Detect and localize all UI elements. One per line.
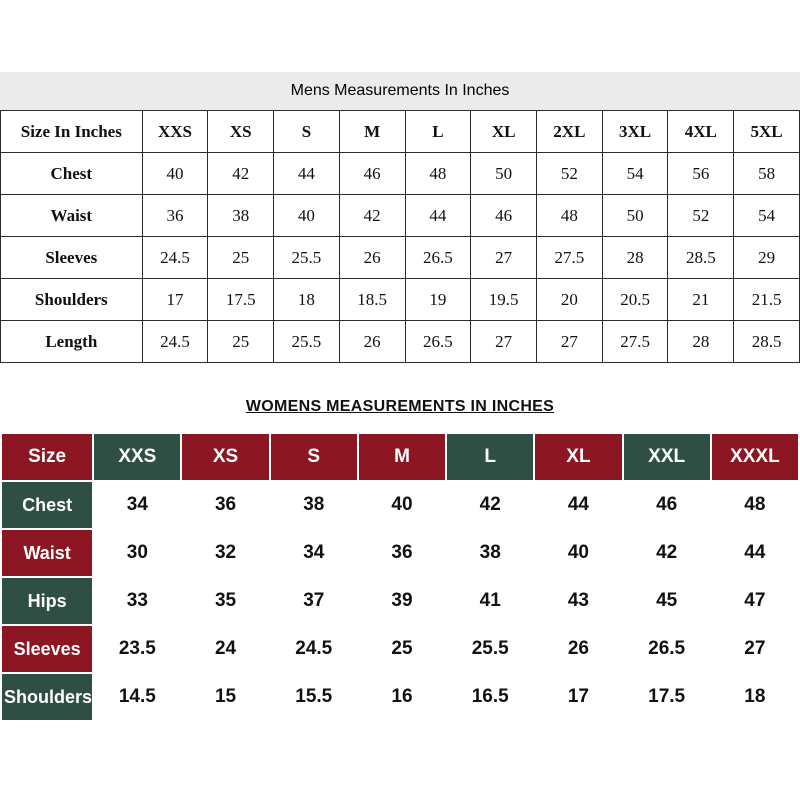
womens-cell: 39 xyxy=(358,577,446,625)
womens-cell: 45 xyxy=(623,577,711,625)
table-row xyxy=(1,153,800,195)
womens-header-cell: L xyxy=(446,433,534,481)
womens-cell: 41 xyxy=(446,577,534,625)
womens-cell: 47 xyxy=(711,577,799,625)
womens-cell: 16.5 xyxy=(446,673,534,721)
womens-cell: 25.5 xyxy=(446,625,534,673)
womens-chart-title: WOMENS MEASUREMENTS IN INCHES xyxy=(245,398,555,415)
womens-cell: 44 xyxy=(534,481,622,529)
table-row xyxy=(1,529,799,577)
mens-cell: 56 xyxy=(668,153,734,195)
mens-cell: 25.5 xyxy=(274,237,340,279)
mens-header-cell: 3XL xyxy=(602,111,668,153)
womens-cell: 35 xyxy=(181,577,269,625)
mens-cell: 50 xyxy=(471,153,537,195)
womens-cell: 15.5 xyxy=(270,673,358,721)
mens-cell: 27.5 xyxy=(602,321,668,363)
womens-row-label: Sleeves xyxy=(1,625,93,673)
womens-cell: 27 xyxy=(711,625,799,673)
mens-cell: 58 xyxy=(734,153,800,195)
mens-cell: 40 xyxy=(142,153,208,195)
womens-header-cell: XXXL xyxy=(711,433,799,481)
womens-cell: 36 xyxy=(181,481,269,529)
womens-cell: 42 xyxy=(446,481,534,529)
mens-row-label: Length xyxy=(1,321,143,363)
womens-header-cell: M xyxy=(358,433,446,481)
table-row xyxy=(1,625,799,673)
mens-cell: 28.5 xyxy=(668,237,734,279)
womens-cell: 14.5 xyxy=(93,673,181,721)
mens-cell: 27 xyxy=(537,321,603,363)
mens-cell: 28 xyxy=(602,237,668,279)
mens-title-band xyxy=(0,72,800,110)
mens-cell: 18 xyxy=(274,279,340,321)
mens-cell: 44 xyxy=(274,153,340,195)
mens-cell: 44 xyxy=(405,195,471,237)
table-row xyxy=(1,195,800,237)
table-row xyxy=(1,481,799,529)
mens-cell: 18.5 xyxy=(339,279,405,321)
table-row xyxy=(1,577,799,625)
womens-header-cell: XS xyxy=(181,433,269,481)
womens-cell: 15 xyxy=(181,673,269,721)
mens-header-cell: Size In Inches xyxy=(1,111,143,153)
mens-cell: 24.5 xyxy=(142,321,208,363)
mens-cell: 25 xyxy=(208,321,274,363)
mens-cell: 19 xyxy=(405,279,471,321)
womens-size-chart xyxy=(0,432,800,722)
mens-cell: 29 xyxy=(734,237,800,279)
womens-header-cell: XXS xyxy=(93,433,181,481)
mens-cell: 46 xyxy=(471,195,537,237)
mens-header-cell: XS xyxy=(208,111,274,153)
mens-cell: 28.5 xyxy=(734,321,800,363)
womens-cell: 24 xyxy=(181,625,269,673)
mens-cell: 27 xyxy=(471,237,537,279)
mens-cell: 17 xyxy=(142,279,208,321)
mens-header-cell: S xyxy=(274,111,340,153)
womens-cell: 18 xyxy=(711,673,799,721)
mens-row-label: Waist xyxy=(1,195,143,237)
mens-cell: 52 xyxy=(668,195,734,237)
womens-cell: 44 xyxy=(711,529,799,577)
mens-cell: 42 xyxy=(339,195,405,237)
table-row xyxy=(1,279,800,321)
womens-header-cell: XL xyxy=(534,433,622,481)
womens-cell: 23.5 xyxy=(93,625,181,673)
mens-size-chart xyxy=(0,72,800,363)
mens-cell: 26.5 xyxy=(405,321,471,363)
mens-cell: 28 xyxy=(668,321,734,363)
mens-cell: 20.5 xyxy=(602,279,668,321)
womens-cell: 33 xyxy=(93,577,181,625)
mens-row-label: Shoulders xyxy=(1,279,143,321)
mens-header-row xyxy=(1,111,800,153)
table-row xyxy=(1,673,799,721)
womens-cell: 16 xyxy=(358,673,446,721)
mens-cell: 36 xyxy=(142,195,208,237)
womens-cell: 40 xyxy=(358,481,446,529)
womens-cell: 24.5 xyxy=(270,625,358,673)
mens-cell: 46 xyxy=(339,153,405,195)
mens-cell: 25.5 xyxy=(274,321,340,363)
mens-header-cell: 2XL xyxy=(537,111,603,153)
womens-cell: 34 xyxy=(93,481,181,529)
table-row xyxy=(1,237,800,279)
womens-measurements-table xyxy=(0,432,800,722)
womens-header-cell: Size xyxy=(1,433,93,481)
womens-cell: 42 xyxy=(623,529,711,577)
mens-cell: 38 xyxy=(208,195,274,237)
mens-cell: 25 xyxy=(208,237,274,279)
mens-cell: 21 xyxy=(668,279,734,321)
mens-cell: 27 xyxy=(471,321,537,363)
mens-header-cell: M xyxy=(339,111,405,153)
womens-cell: 17.5 xyxy=(623,673,711,721)
mens-cell: 52 xyxy=(537,153,603,195)
mens-cell: 40 xyxy=(274,195,340,237)
womens-cell: 26.5 xyxy=(623,625,711,673)
mens-cell: 17.5 xyxy=(208,279,274,321)
womens-cell: 48 xyxy=(711,481,799,529)
mens-cell: 27.5 xyxy=(537,237,603,279)
mens-measurements-table xyxy=(0,110,800,363)
mens-header-cell: 4XL xyxy=(668,111,734,153)
mens-cell: 48 xyxy=(405,153,471,195)
mens-cell: 19.5 xyxy=(471,279,537,321)
mens-cell: 24.5 xyxy=(142,237,208,279)
womens-header-cell: XXL xyxy=(623,433,711,481)
womens-cell: 43 xyxy=(534,577,622,625)
mens-header-cell: XXS xyxy=(142,111,208,153)
mens-header-cell: XL xyxy=(471,111,537,153)
womens-cell: 25 xyxy=(358,625,446,673)
mens-row-label: Sleeves xyxy=(1,237,143,279)
mens-row-label: Chest xyxy=(1,153,143,195)
mens-header-cell: L xyxy=(405,111,471,153)
womens-cell: 38 xyxy=(270,481,358,529)
womens-row-label: Hips xyxy=(1,577,93,625)
mens-cell: 26.5 xyxy=(405,237,471,279)
mens-chart-title: Mens Measurements In Inches xyxy=(290,82,510,99)
mens-cell: 42 xyxy=(208,153,274,195)
mens-cell: 48 xyxy=(537,195,603,237)
womens-row-label: Shoulders xyxy=(1,673,93,721)
womens-row-label: Chest xyxy=(1,481,93,529)
womens-cell: 32 xyxy=(181,529,269,577)
womens-cell: 40 xyxy=(534,529,622,577)
mens-cell: 26 xyxy=(339,321,405,363)
womens-row-label: Waist xyxy=(1,529,93,577)
womens-cell: 46 xyxy=(623,481,711,529)
womens-cell: 26 xyxy=(534,625,622,673)
womens-cell: 38 xyxy=(446,529,534,577)
womens-cell: 17 xyxy=(534,673,622,721)
mens-cell: 54 xyxy=(602,153,668,195)
table-row xyxy=(1,321,800,363)
mens-cell: 50 xyxy=(602,195,668,237)
mens-cell: 54 xyxy=(734,195,800,237)
mens-cell: 26 xyxy=(339,237,405,279)
womens-cell: 34 xyxy=(270,529,358,577)
womens-header-cell: S xyxy=(270,433,358,481)
mens-cell: 21.5 xyxy=(734,279,800,321)
mens-cell: 20 xyxy=(537,279,603,321)
mens-header-cell: 5XL xyxy=(734,111,800,153)
womens-cell: 36 xyxy=(358,529,446,577)
womens-cell: 37 xyxy=(270,577,358,625)
womens-cell: 30 xyxy=(93,529,181,577)
womens-header-row xyxy=(1,433,799,481)
